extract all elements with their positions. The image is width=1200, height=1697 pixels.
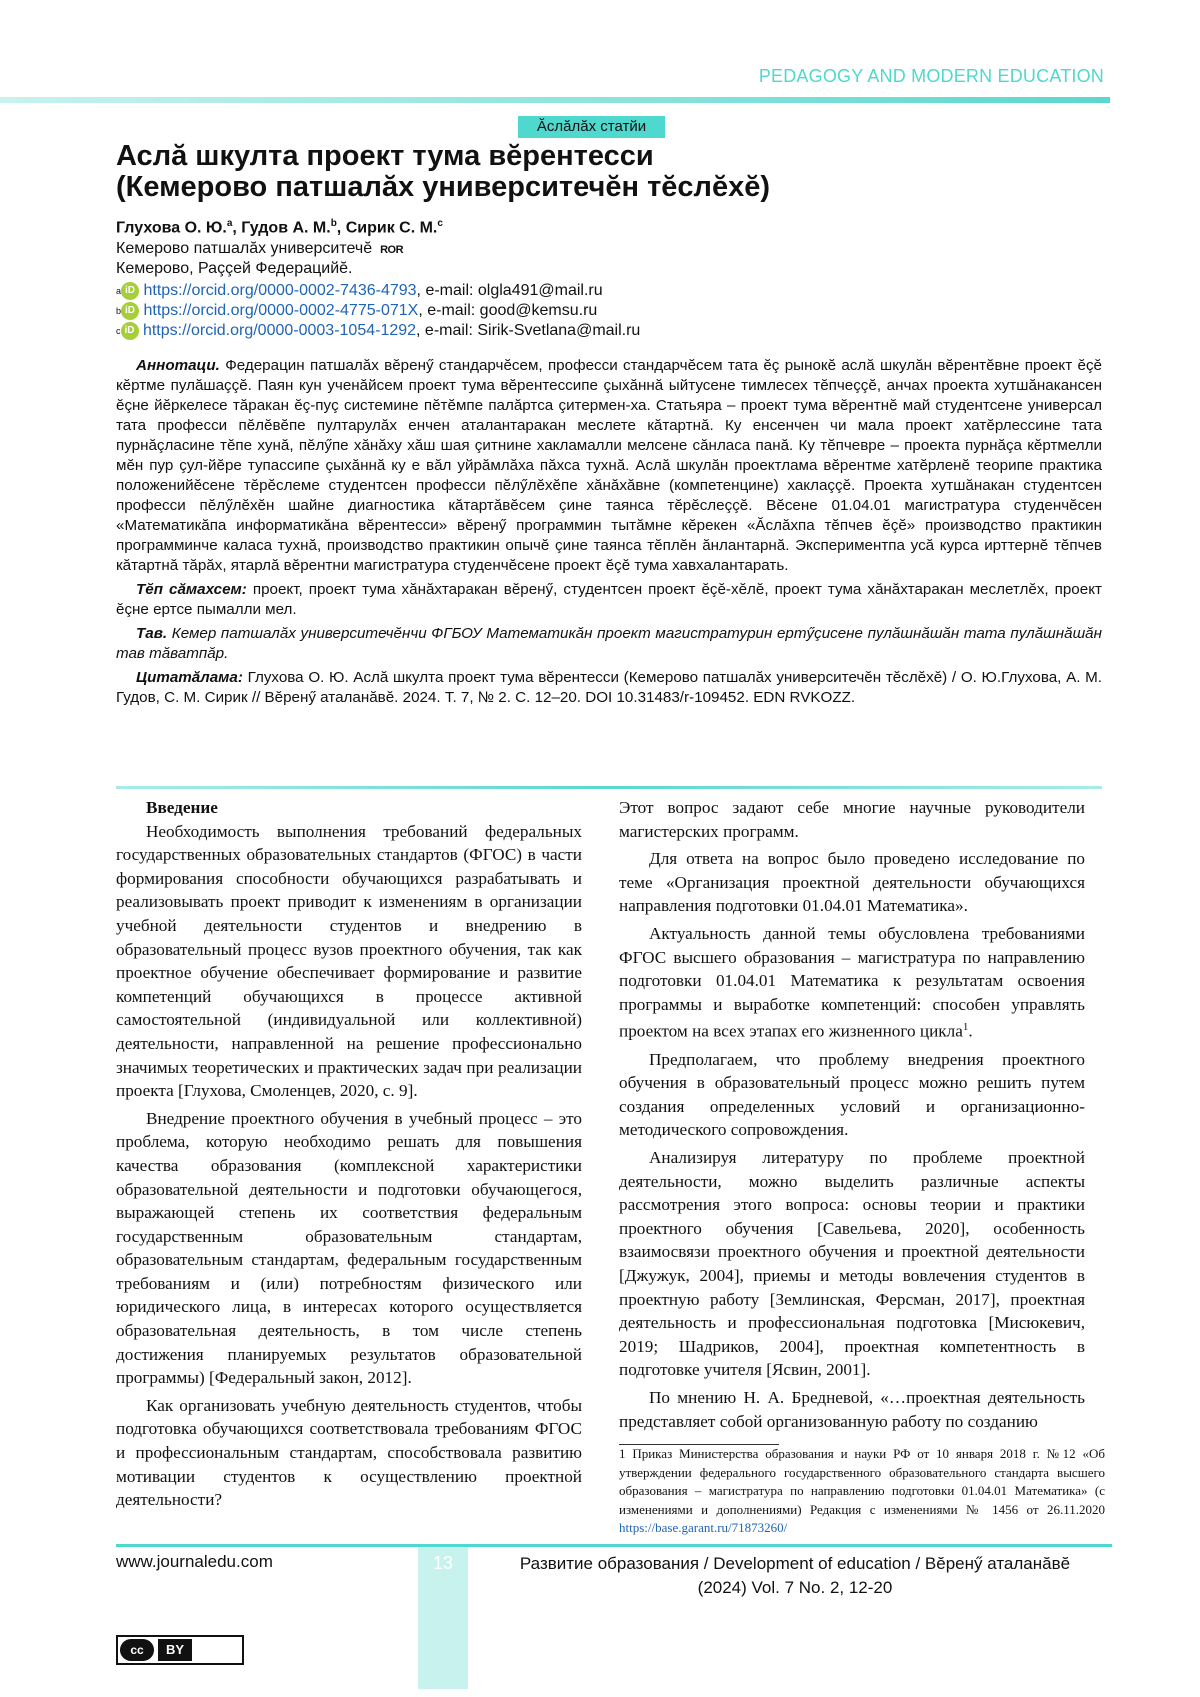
author-name: Гудов А. М. (241, 219, 331, 237)
body-paragraph: Как организовать учебную деятельность студентов, чтобы подготовка обучающихся соответствовала требованиям ФГОС и профессиональным стандартам, способствовала развитию мотивации студентов к осуществлению проектной деятельности? (116, 1395, 582, 1510)
journal-footer (480, 1552, 1110, 1600)
author-sup: b (330, 218, 337, 229)
section-heading: Введение (146, 798, 218, 817)
section-badge: Ăслăлăх статйи (518, 116, 665, 138)
orcid-sup: c (116, 326, 121, 336)
orcid-icon: iD (121, 322, 139, 340)
keywords-text: проект, проект тума хăнăхтаракан вĕренӳ, студентсен проект ĕçĕ-хĕлĕ, проект тума хăнăхтаракан меслетлĕх, проект ĕçне ертсе пымалли мел. (116, 581, 1102, 618)
article-title (116, 141, 1116, 203)
orcid-icon: iD (121, 282, 139, 300)
author-email: , e-mail: olgla491@mail.ru (416, 282, 603, 299)
ror-icon[interactable]: ROR (380, 244, 404, 256)
abstract-section (116, 356, 1102, 708)
acknowledgment-text: Кемер патшалăх университечĕнчи ФГБОУ Математикăн проект магистратурин ертӳçисене пулăшнăшăн тата пулăшнăшăн тав тăватпăр. (116, 625, 1102, 662)
abstract-label: Аннотаци. (136, 357, 220, 374)
footnote-marker[interactable]: 1 (962, 1021, 969, 1034)
author-name: Глухова О. Ю. (116, 219, 227, 237)
affiliation (116, 240, 403, 258)
orcid-line (116, 321, 640, 341)
citation-label: Цитатăлама: (136, 669, 243, 686)
body-paragraph: Для ответа на вопрос было проведено исследование по теме «Организация проектной деятельности обучающихся направления подготовки 01.04.01 Математика». (619, 849, 1085, 916)
abstract (116, 356, 1102, 576)
body-paragraph: По мнению Н. А. Бредневой, «…проектная деятельность представляет собой организованную работу по созданию (619, 1387, 1085, 1431)
section-divider (116, 786, 1102, 789)
acknowledgment (116, 624, 1102, 664)
body-paragraph: Этот вопрос задают себе многие научные руководители магистерских программ. (619, 798, 1085, 841)
orcid-link[interactable]: https://orcid.org/0000-0002-7436-4793 (143, 282, 417, 299)
citation-text: Глухова О. Ю. Аслă шкулта проект тума вĕрентесси (Кемерово патшалăх университечĕн тĕслĕхĕ) / О. Ю.Глухова, А. М. Гудов, С. М. Сирик // Вĕренӳ аталанăвĕ. 2024. Т. 7, № 2. С. 12–20. DOI 10.31483/r-109452. EDN RVKOZZ. (116, 669, 1102, 706)
header-divider (0, 97, 1110, 103)
title-line-2: (Кемерово патшалăх университечĕн тĕслĕхĕ) (116, 171, 771, 203)
keywords (116, 580, 1102, 620)
orcid-link[interactable]: https://orcid.org/0000-0002-4775-071X (143, 302, 419, 319)
orcid-icon: iD (121, 302, 139, 320)
body-paragraph: Анализируя литературу по проблеме проектной деятельности, можно выделить различные аспекты рассмотрения этого вопроса: основы теории и практики проектного обучения [Савельева, 2020], особенность взаимосвязи проектного обучения и проектной деятельности [Джужук, 2004], приемы и методы вовлечения студентов в проектную работу [Землинская, Ферсман, 2017], проектная деятельность и профессиональная подготовка [Мисюкевич, 2019; Шадриков, 2004], проектная компетентность в подготовке учителя [Ясвин, 2001]. (619, 1148, 1085, 1380)
abstract-text: Федерацин патшалăх вĕренӳ стандарчĕсем, професси стандарчĕсем тата ĕç рынокĕ аслă шкулăн вĕрентĕвне проект ĕçĕ кĕртме пулăшаççĕ. Паян кун ученăйсем проект тума вĕрентессипе çыхăннă ыйтусене тимлесех тĕпчеççĕ, анчах проекта хутшăнакансен ĕçне йĕркелесе тăракан ĕç-пуç системине пĕтĕмпе палăртса çитермен-ха. Статьяра – проект тума вĕрентнĕ май студентсене универсал тата професси пĕлĕвĕпе пултарулăх енчен аталантаракан меслете кăтартнă. Ку енсенчен чи мала проект хатĕрлессине тата пурнăçласине тĕпе хунă, пĕлӳпе хăнăху хăш шая çитнине хакламалли мелсене сăнласа панă. Ку тĕпчевре – проекта пурнăçа кĕртмелли мĕн пур çул-йĕре тупассипе çыхăннă ку е вăл уйрăмлăха пăхса тухнă. Аслă шкулăн проектлама вĕрентме хатĕрленĕ теорипе практика положенийĕсене тĕрĕслеме студентсен професси пĕлӳлĕхĕпе хăнăхăвне (компетенцине) хаклаççĕ. Проекта хутшăнакан студентсен професси пĕлӳлĕхĕн шайне диагностика кăтартăвĕсем çине таянса тĕрĕслеççĕ. Вĕсене 01.04.01 магистратура студенчĕсен «Математикăпа информатикăна вĕрентесси» вĕренӳ программин тытăмне кĕрекен «Ăслăхпа тĕпчев ĕçĕ» производство практикин программинче каласа тухнă, производство практикин опычĕ çине таянса тĕплĕн ăнлантарнă. Экспериментпа усă курса ирттернĕ тĕпчев кăтартнă тăрăх, ятарлă вĕрентни магистратура студенчĕсене проект ĕçĕ тума хавхалантарать. (116, 357, 1102, 574)
orcid-line (116, 301, 597, 321)
orcid-line (116, 281, 603, 301)
footnote-text: 1 Приказ Министерства образования и науки РФ от 10 января 2018 г. №12 «Об утверждении федерального государственного образовательного стандарта высшего образования – магистратура по направлению подготовки 01.04.01 Математика» (с изменениями и дополнениями) Редакция с изменениями № 1456 от 26.11.2020 (619, 1446, 1105, 1517)
author-name: Сирик С. М. (345, 219, 438, 237)
footer-divider (116, 1544, 1112, 1547)
cc-icon: cc (120, 1639, 154, 1661)
footnote-link[interactable]: https://base.garant.ru/71873260/ (619, 1520, 788, 1535)
author-email: , e-mail: Sirik-Svetlana@mail.ru (416, 322, 641, 339)
author-email: , e-mail: good@kemsu.ru (418, 302, 598, 319)
orcid-sup: b (116, 306, 122, 316)
journal-footer-line-2: (2024) Vol. 7 No. 2, 12-20 (697, 1578, 893, 1597)
footnote (619, 1445, 1105, 1538)
orcid-sup: a (116, 286, 122, 296)
author-sup: c (437, 218, 443, 229)
page-number: 13 (418, 1547, 468, 1689)
keywords-label: Тĕп сăмахсем: (136, 581, 247, 598)
journal-site-link[interactable]: www.journaledu.com (116, 1552, 273, 1571)
authors: Глухова О. Ю.$^a$, Гудов А. М.$^b$, Сирик С. М.$^c$ (116, 218, 443, 237)
body-column-left (116, 796, 582, 1516)
orcid-link[interactable]: https://orcid.org/0000-0003-1054-1292 (142, 322, 417, 339)
acknowledgment-label: Тав. (136, 625, 168, 642)
body-paragraph: Актуальность данной темы обусловлена требованиями ФГОС высшего образования – магистратура по направлению подготовки 01.04.01 Математика к результатам освоения программы и выработке компетенций: способен управлять проектом на всех этапах его жизненного цикла$^1$. (619, 923, 1085, 1042)
body-paragraph: Необходимость выполнения требований федеральных государственных образовательных стандартов (ФГОС) в части формирования способности обучающихся разрабатывать и реализовывать проект приводит к изменениям в организации учебной деятельности студентов и внедрению в образовательный процесс вузов проектного обучения, так как проектное обучение обеспечивает формирование и развитие компетенций обучающихся в процессе активной самостоятельной (индивидуальной или коллективной) деятельности, направленной на решение профессионально значимых теоретических и практических задач при реализации проекта [Глухова, Смоленцев, 2020, с. 9]. (116, 821, 582, 1101)
body-paragraph: Внедрение проектного обучения в учебный процесс – это проблема, которую необходимо решать для повышения качества образования (комплексной характеристики образовательной деятельности и подготовки обучающегося, выражающей степень их соответствия федеральным государственным образовательным стандартам, образовательным стандартам, федеральным государственным требованиям и (или) потребностям физического или юридического лица, в интересах которого осуществляется образовательная деятельность, в том числе степень достижения планируемых результатов образовательной программы) [Федеральный закон, 2012]. (116, 1108, 582, 1388)
by-icon: BY (158, 1639, 192, 1661)
affiliation-location: Кемерово, Раççей Федерацийĕ. (116, 260, 353, 277)
journal-footer-line-1: Развитие образования / Development of education / Вĕренӳ аталанăвĕ (519, 1554, 1071, 1573)
affiliation-university: Кемерово патшалăх университечĕ (116, 240, 373, 257)
citation (116, 668, 1102, 708)
author-sup: a (226, 218, 233, 229)
title-line-1: Аслă шкулта проект тума вĕрентесси (116, 140, 654, 172)
body-text: Актуальность данной темы обусловлена требованиями ФГОС высшего образования – магистратура по направлению подготовки 01.04.01 Математика к результатам освоения программы и выработке компетенций: способен управлять проектом на всех этапах его жизненного цикла (619, 923, 1085, 1042)
body-column-right (619, 796, 1085, 1437)
body-paragraph: Предполагаем, что проблему внедрения проектного обучения в образовательный процесс можно решить путем создания определенных условий и организационно-методического сопровождения. (619, 1049, 1085, 1140)
journal-name: PEDAGOGY AND MODERN EDUCATION (758, 66, 1104, 86)
cc-license-badge[interactable] (116, 1635, 244, 1665)
